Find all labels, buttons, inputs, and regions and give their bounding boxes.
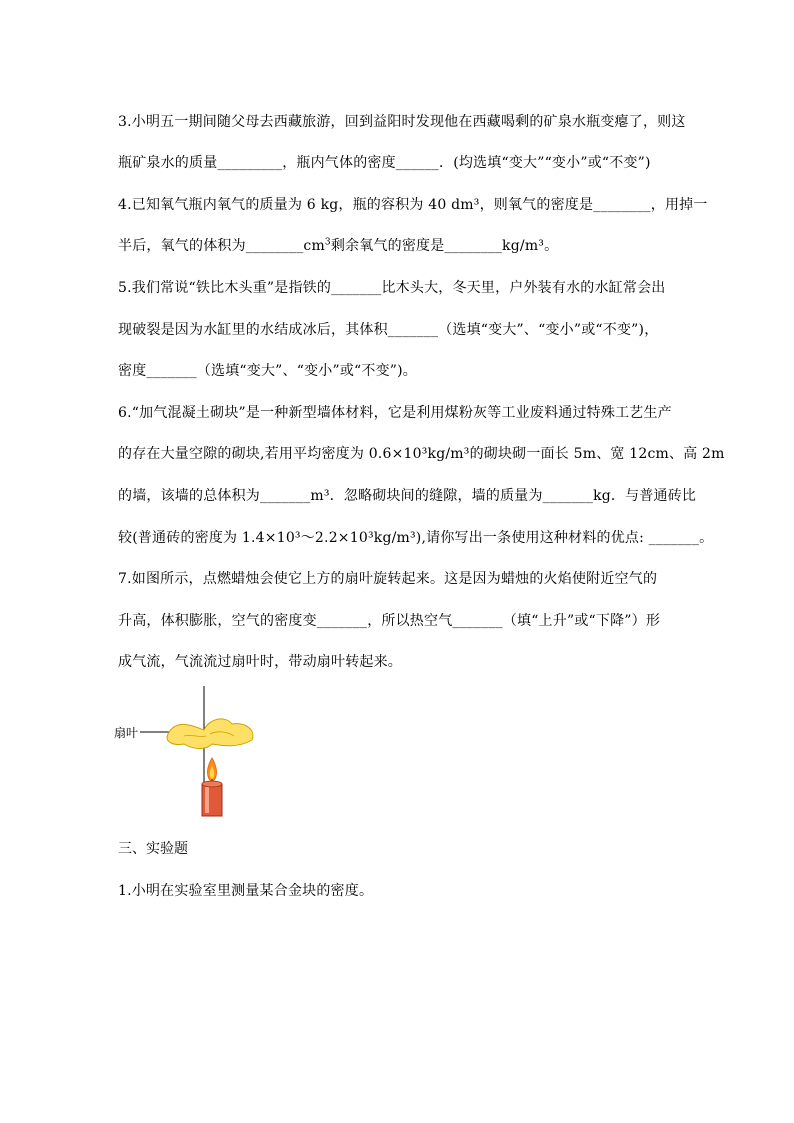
q5-line2: 现破裂是因为水缸里的水结成冰后，其体积_______（选填“变大”、“变小”或“不变”)， — [118, 322, 659, 338]
q6-line4: 较(普通砖的密度为 1.4×10³～2.2×10³kg/m³),请你写出一条使用这种材料的优点: _______。 — [118, 530, 714, 546]
fan-label: 扇叶 — [114, 726, 139, 740]
q6-line1: 6.“加气混凝土砌块”是一种新型墙体材料，它是利用煤粉灰等工业废料通过特殊工艺生产 — [118, 405, 672, 421]
candle-top — [202, 781, 222, 787]
q6-line3: 的墙，该墙的总体积为_______m³．忽略砌块间的缝隙，墙的质量为_______kg．与普通砖比 — [118, 488, 697, 504]
q3-line1: 3.小明五一期间随父母去西藏旅游，回到益阳时发现他在西藏喝剩的矿泉水瓶变瘪了，则这 — [118, 114, 686, 130]
section-3-q1: 1.小明在实验室里测量某合金块的密度。 — [118, 883, 374, 899]
q4-line1: 4.已知氧气瓶内氧气的质量为 6 kg，瓶的容积为 40 dm³，则氧气的密度是________，用掉一 — [118, 197, 708, 213]
q5-line1: 5.我们常说“铁比木头重”是指铁的_______比木头大，冬天里，户外装有水的水缸常会出 — [118, 280, 666, 296]
q7-line1: 7.如图所示，点燃蜡烛会使它上方的扇叶旋转起来。这是因为蜡烛的火焰使附近空气的 — [118, 571, 658, 587]
q6-line2: 的存在大量空隙的砌块,若用平均密度为 0.6×10³kg/m³的砌块砌一面长 5m、宽 12cm、高 2m — [118, 446, 725, 462]
q4-line2-sup: 3 — [324, 237, 331, 248]
q4-line2-a: 半后，氧气的体积为________cm — [118, 238, 325, 254]
candle-fan-drawing — [114, 684, 274, 834]
candle-fan-figure — [114, 684, 274, 834]
q5-line3: 密度_______（选填“变大”、“变小”或“不变”)。 — [118, 363, 418, 379]
q7-line2: 升高，体积膨胀，空气的密度变_______，所以热空气_______（填“上升”或“下降”）形 — [118, 613, 661, 629]
q7-line3: 成气流，气流流过扇叶时，带动扇叶转起来。 — [118, 654, 402, 670]
q4-line2 — [118, 235, 558, 255]
q4-line2-b: 剩余氧气的密度是________kg/m³。 — [330, 238, 559, 254]
q3-line2: 瓶矿泉水的质量_________，瓶内气体的密度______．(均选填“变大”“变小”或“不变”) — [118, 155, 651, 171]
candle-highlight — [205, 787, 209, 813]
section-3-title: 三、实验题 — [118, 841, 188, 857]
